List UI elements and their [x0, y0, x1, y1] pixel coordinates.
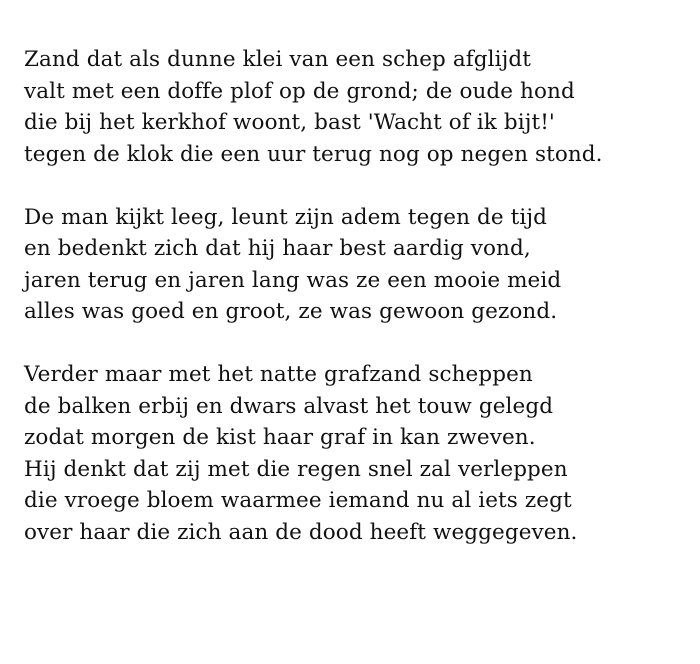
poem-line: Hij denkt dat zij met die regen snel zal verleppen — [24, 456, 568, 482]
poem-line: jaren terug en jaren lang was ze een mooie meid — [24, 267, 562, 293]
poem-line: zodat morgen de kist haar graf in kan zweven. — [24, 425, 536, 450]
poem-line: De man kijkt leeg, leunt zijn adem tegen de tijd — [24, 204, 547, 230]
poem-line: tegen de klok die een uur terug nog op negen stond. — [24, 141, 603, 167]
poem-line: de balken erbij en dwars alvast het touw gelegd — [24, 393, 554, 419]
poem-line: valt met een doffe plof op de grond; de oude hond — [24, 78, 575, 104]
stanza-3 — [24, 359, 684, 548]
poem-line: die vroege bloem waarmee iemand nu al iets zegt — [24, 488, 572, 513]
poem-line: over haar die zich aan de dood heeft weggegeven. — [24, 519, 578, 545]
poem-line: Zand dat als dunne klei van een schep afglijdt — [24, 47, 531, 72]
poem-line: Verder maar met het natte grafzand scheppen — [24, 362, 533, 387]
poem-line: en bedenkt zich dat hij haar best aardig vond, — [24, 236, 531, 261]
stanza-2 — [24, 202, 684, 328]
stanza-1 — [24, 44, 684, 170]
poem-line: alles was goed en groot, ze was gewoon gezond. — [24, 299, 558, 324]
poem — [24, 44, 684, 548]
poem-line: die bij het kerkhof woont, bast 'Wacht of ik bijt!' — [24, 110, 555, 135]
